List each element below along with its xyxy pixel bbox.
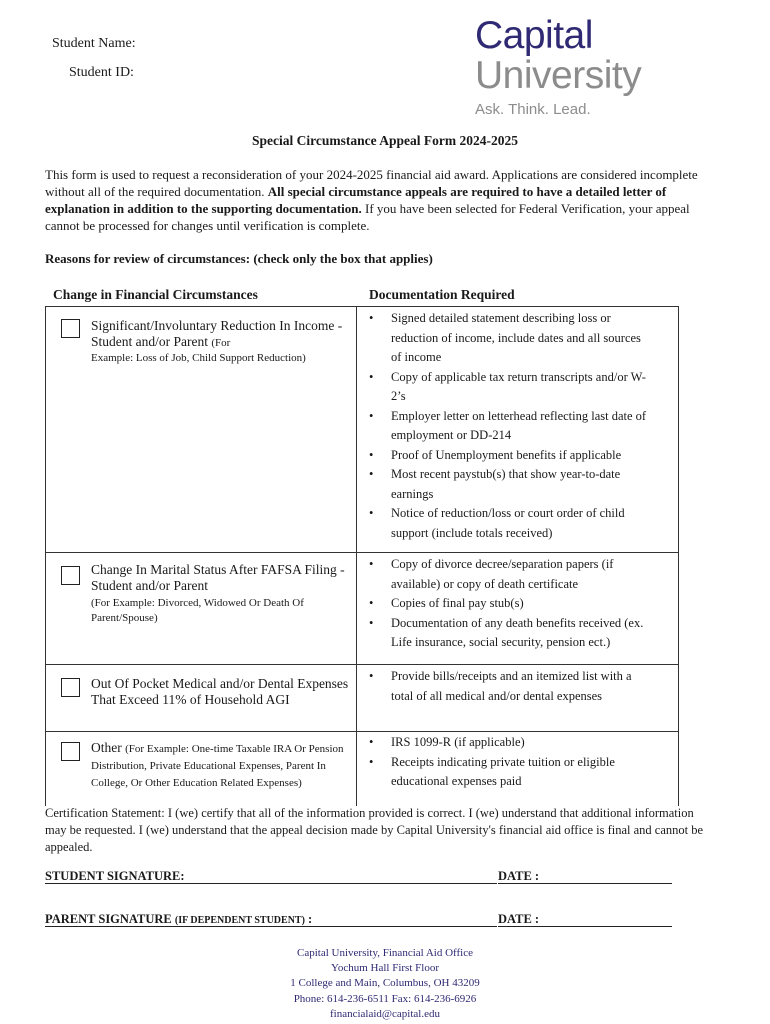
doc-item: • Provide bills/receipts and an itemized list with a total of all medical and/or dental expenses [367, 667, 647, 706]
student-signature-line[interactable] [45, 883, 497, 884]
footer-email-link[interactable]: financialaid@capital.edu [330, 1007, 440, 1020]
parent-signature-label [45, 912, 312, 927]
checkbox-other[interactable] [61, 742, 80, 761]
logo-tagline: Ask. Think. Lead. [475, 101, 591, 118]
table-border-right [678, 306, 679, 806]
student-date-line[interactable] [498, 883, 672, 884]
table-divider-3 [45, 731, 679, 732]
reason-title: Other [91, 740, 122, 755]
column-header-circumstances: Change in Financial Circumstances [53, 287, 258, 302]
student-name-label: Student Name: [52, 36, 136, 51]
logo-line-capital: Capital [475, 14, 593, 57]
table-column-divider [356, 306, 357, 806]
office-footer [0, 946, 770, 1022]
table-divider-1 [45, 552, 679, 553]
reason-example-note: Example: Loss of Job, Child Support Reduction) [91, 352, 306, 364]
footer-address: 1 College and Main, Columbus, OH 43209 [290, 977, 480, 990]
reason-title-small: (For [211, 337, 231, 349]
parent-signature-text: PARENT SIGNATURE [45, 912, 172, 926]
checkbox-marital-status[interactable] [61, 566, 80, 585]
docs-list-income-reduction [367, 309, 647, 543]
table-divider-2 [45, 664, 679, 665]
checkbox-income-reduction[interactable] [61, 319, 80, 338]
reason-income-reduction [91, 318, 351, 351]
footer-phone: Phone: 614-236-6511 Fax: 614-236-6926 [293, 992, 477, 1005]
reason-example-note: (For Example: Divorced, Widowed Or Death Of Parent/Spouse) [91, 597, 304, 624]
doc-item: • Notice of reduction/loss or court order of child support (include totals received) [367, 504, 647, 543]
logo-line-university: University [475, 54, 642, 97]
reason-title-small: (For Example: One-time Taxable IRA Or Pension Distribution, Private Educational Expenses, Parent In College, Or Other Education Related Expenses) [91, 743, 344, 789]
doc-item: • Receipts indicating private tuition or eligible educational expenses paid [367, 753, 647, 792]
student-id-label: Student ID: [69, 65, 134, 80]
intro-text-1: This form is used to request a reconsideration of your 2024-2025 financial aid award. Applications are considered incomplete without all of the required documentation. [45, 167, 698, 199]
reason-other [91, 740, 351, 791]
reason-marital-status [91, 562, 351, 594]
footer-office: Capital University, Financial Aid Office [297, 947, 473, 959]
student-signature-label: STUDENT SIGNATURE: [45, 869, 185, 883]
parent-date-label: DATE : [498, 912, 540, 926]
certification-statement: Certification Statement: I (we) certify that all of the information provided is correct. I (we) understand that additional information may be requested. I (we) understand that the appeal decision made by Capital University's financial aid office is final and cannot be appealed. [45, 806, 704, 854]
table-border-left [45, 306, 46, 806]
parent-signature-line[interactable] [45, 926, 497, 927]
doc-item: • Proof of Unemployment benefits if applicable [367, 446, 647, 466]
intro-paragraph [45, 166, 725, 234]
checkbox-medical-expenses[interactable] [61, 678, 80, 697]
doc-item: • Documentation of any death benefits received (ex. Life insurance, social security, pension ect.) [367, 614, 647, 653]
reasons-heading: Reasons for review of circumstances: (check only the box that applies) [45, 251, 433, 266]
reason-title: Significant/Involuntary Reduction In Income - Student and/or Parent [91, 318, 343, 349]
doc-item: • Employer letter on letterhead reflecting last date of employment or DD-214 [367, 407, 647, 446]
reason-title: Out Of Pocket Medical and/or Dental Expenses That Exceed 11% of Household AGI [91, 676, 349, 707]
doc-item: • Copy of divorce decree/separation papers (if available) or copy of death certificate [367, 555, 647, 594]
parent-date-line[interactable] [498, 926, 672, 927]
parent-signature-colon: : [304, 912, 313, 926]
footer-location: Yochum Hall First Floor [331, 962, 439, 975]
docs-list-marital-status [367, 555, 647, 653]
doc-item: • Signed detailed statement describing loss or reduction of income, include dates and all sources of income [367, 309, 647, 368]
student-date-label: DATE : [498, 869, 540, 883]
intro-text-2: If you have been selected for Federal Verification, your appeal cannot be processed for changes until verification is complete. [45, 201, 690, 233]
table-border-top [45, 306, 679, 307]
doc-item: • IRS 1099-R (if applicable) [367, 733, 647, 753]
doc-item: • Copies of final pay stub(s) [367, 594, 647, 614]
university-logo [475, 16, 641, 118]
intro-text-bold: All special circumstance appeals are required to have a detailed letter of explanation in addition to the supporting documentation. [45, 184, 667, 216]
column-header-documentation: Documentation Required [369, 287, 515, 302]
circumstances-table [45, 306, 679, 806]
doc-item: • Most recent paystub(s) that show year-to-date earnings [367, 465, 647, 504]
docs-list-medical-expenses [367, 667, 647, 706]
docs-list-other [367, 733, 647, 792]
form-title: Special Circumstance Appeal Form 2024-2025 [252, 133, 518, 148]
reason-medical-expenses [91, 676, 351, 708]
doc-item: • Copy of applicable tax return transcripts and/or W-2’s [367, 368, 647, 407]
parent-signature-qualifier: (IF DEPENDENT STUDENT) [174, 915, 305, 926]
reason-title: Change In Marital Status After FAFSA Filing - Student and/or Parent [91, 562, 345, 593]
